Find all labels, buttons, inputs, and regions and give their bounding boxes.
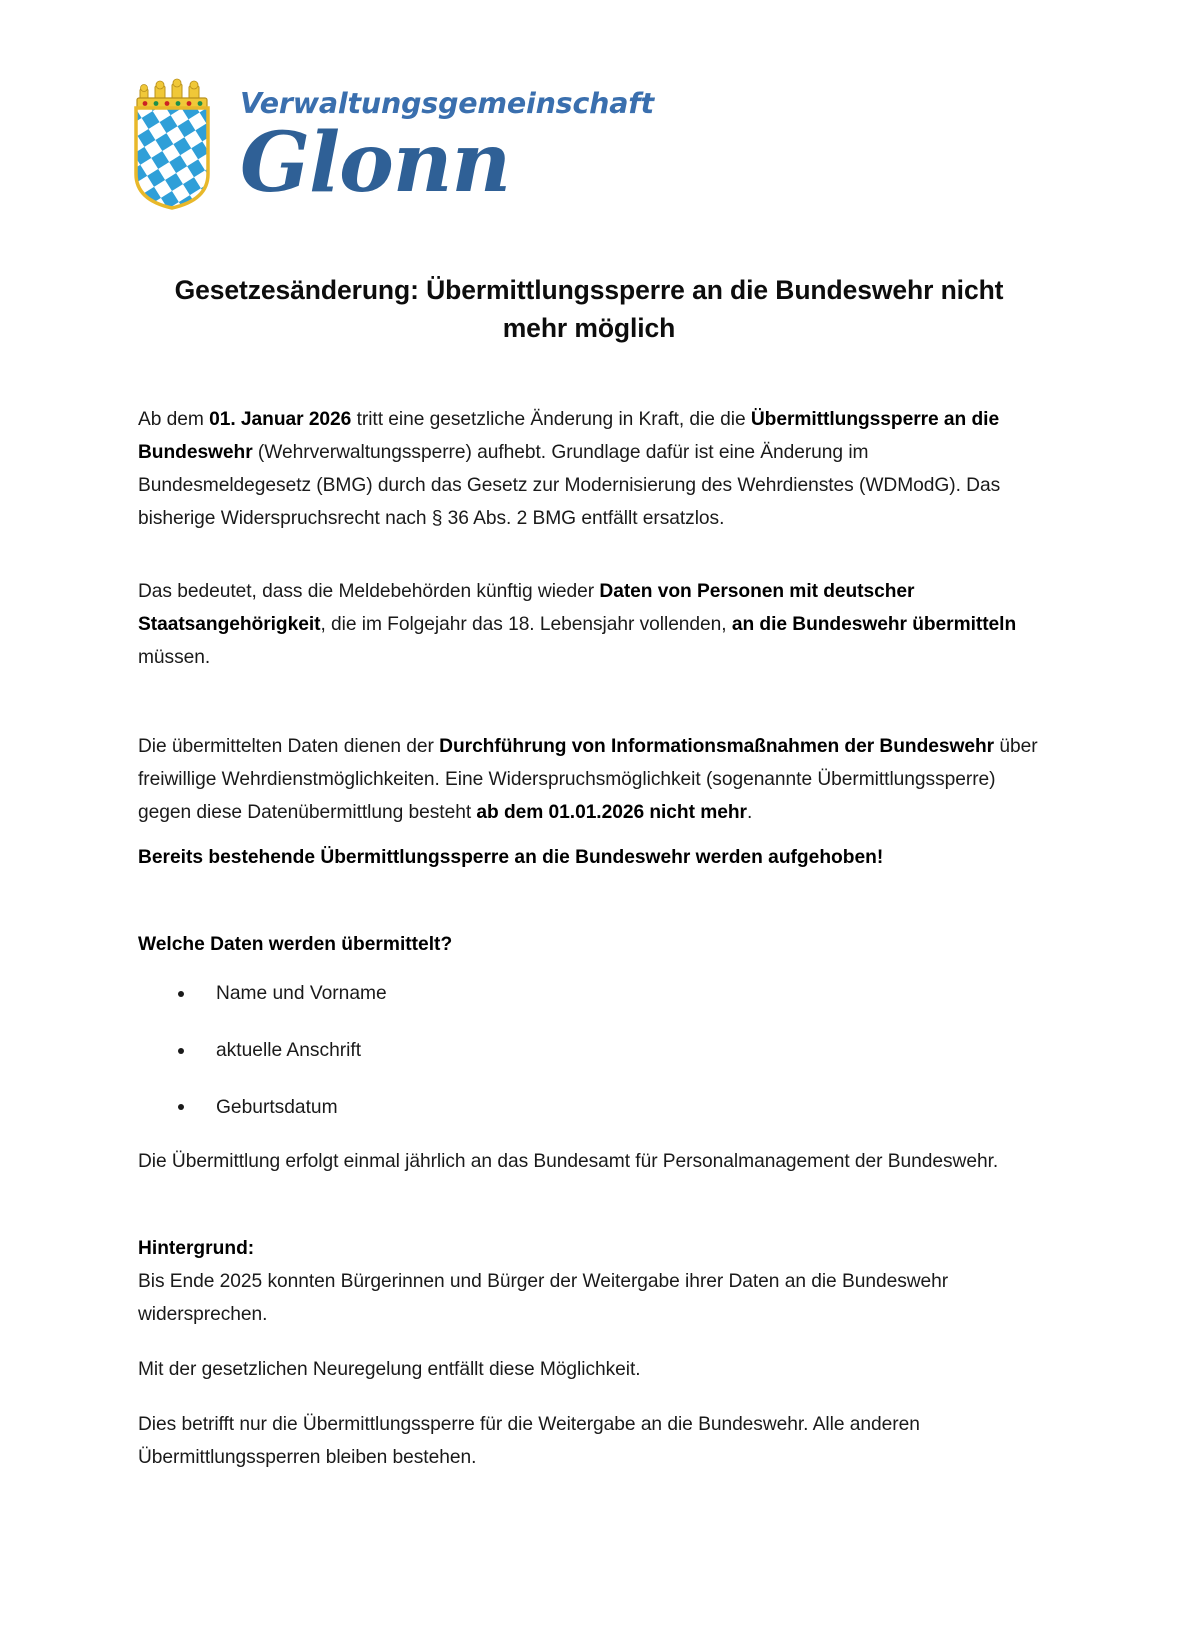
transmitted-data-list [138,979,1040,1123]
list-item-label: Geburtsdatum [216,1096,338,1118]
spacer [138,1178,1040,1234]
wordmark [240,78,654,211]
spacer [138,674,1040,730]
spacer [138,874,1040,930]
paragraph-background-3: Dies betrifft nur die Übermittlungssperre für die Weitergabe an die Bundeswehr. Alle anderen Übermittlungssperren bleiben bestehen. [138,1414,920,1469]
spacer [138,1123,1040,1145]
section-heading-background: Hintergrund: [138,1238,255,1260]
spacer [138,1331,1040,1353]
p2-bold2: an die Bundeswehr übermitteln [731,614,1017,636]
paragraph-transmission-note: Die Übermittlung erfolgt einmal jährlich an das Bundesamt für Personalmanagement der Bundeswehr. [138,1151,999,1173]
p3-seg3: . [746,802,753,824]
spacer [138,1386,1040,1408]
spacer [138,347,1040,403]
paragraph-background-1: Bis Ende 2025 konnten Bürgerinnen und Bürger der Weitergabe ihrer Daten an die Bundeswehr widersprechen. [138,1271,949,1326]
list-item-label: aktuelle Anschrift [216,1039,362,1061]
list-item [138,1036,1040,1067]
p2-bold1: Daten von Personen mit deutscher Staatsangehörigkeit [138,581,915,636]
bavarian-coat-of-arms-icon [132,78,212,210]
paragraph-intro [138,403,1040,535]
page-title: Gesetzesänderung: Übermittlungssperre an die Bundeswehr nicht mehr möglich [174,275,1004,343]
list-item-label: Name und Vorname [216,983,387,1005]
list-item [138,1093,1040,1124]
bullet-icon [178,1104,184,1110]
wordmark-line-top: Verwaltungsgemeinschaft [240,87,654,120]
p2-seg3: müssen. [138,647,211,669]
p1-bold1: 01. Januar 2026 [209,409,352,431]
paragraph-background-2: Mit der gesetzlichen Neuregelung entfällt diese Möglichkeit. [138,1359,641,1381]
section-heading-data: Welche Daten werden übermittelt? [138,934,453,956]
p3-bold2: ab dem 01.01.2026 nicht mehr [476,802,747,824]
p2-seg1: Das bedeutet, dass die Meldebehörden künftig wieder [138,581,600,603]
site-masthead [0,0,1200,210]
bullet-icon [178,991,184,997]
emphasis-statement: Bereits bestehende Übermittlungssperre an die Bundeswehr werden aufgehoben! [138,847,884,869]
background-section [138,1234,1040,1474]
list-item [138,979,1040,1010]
p1-seg1: Ab dem [138,409,210,431]
p1-seg2: tritt eine gesetzliche Änderung in Kraft, die die [351,409,751,431]
spacer [138,535,1040,575]
wordmark-line-main: Glonn [240,114,511,211]
p1-seg3: (Wehrverwaltungssperre) aufhebt. Grundlage dafür ist eine Änderung im Bundesmeldegesetz (BMG) durch das Gesetz zur Modernisierung des Wehrdienstes (WDModG). Das bisherige Widerspruchsrecht nach § 36 Abs. 2 BMG entfällt ersatzlos. [138,442,1001,530]
p3-seg1: Die übermittelten Daten dienen der [138,736,440,758]
paragraph-purpose [138,730,1040,829]
paragraph-meaning [138,575,1040,674]
bullet-icon [178,1048,184,1054]
p2-seg2: , die im Folgejahr das 18. Lebensjahr vollenden, [320,614,732,636]
p3-seg2: über freiwillige Wehrdienstmöglichkeiten. Eine Widerspruchsmöglichkeit (sogenannte Übermittlungssperre) gegen diese Datenübermittlung besteht [138,736,1038,824]
p3-bold1: Durchführung von Informationsmaßnahmen der Bundeswehr [439,736,995,758]
p1-bold2: Übermittlungssperre an die Bundeswehr [138,409,1000,464]
spacer [138,829,1040,841]
document-content [0,272,1200,1474]
